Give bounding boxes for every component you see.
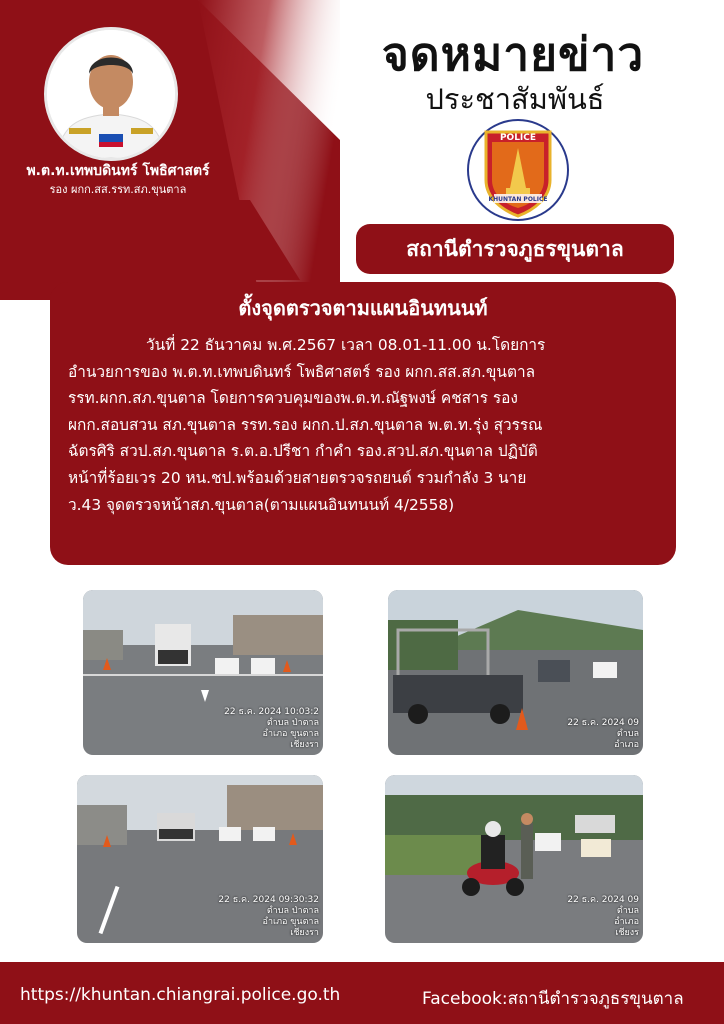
photo-location-text: อำเภอ — [614, 740, 639, 750]
facebook-link[interactable]: Facebook:สถานีตำรวจภูธรขุนตาล — [422, 989, 684, 1009]
officer-portrait-icon — [47, 30, 175, 158]
station-name: สถานีตำรวจภูธรขุนตาล — [406, 236, 624, 261]
page-title: จดหมายข่าว — [381, 27, 645, 81]
website-link[interactable]: https://khuntan.chiangrai.police.go.th — [20, 985, 341, 1005]
photo-location-text: เชียงรา — [290, 928, 319, 938]
officer-position: รอง ผกก.สส.รรท.สภ.ขุนตาล — [49, 183, 187, 196]
news-line: ฉัตรศิริ สวป.สภ.ขุนตาล ร.ต.อ.ปรีชา กำคำ รอง.สวป.สภ.ขุนตาล ปฏิบัติ — [68, 442, 538, 461]
news-line: วันที่ 22 ธันวาคม พ.ศ.2567 เวลา 08.01-11.00 น.โดยการ — [146, 336, 546, 354]
page-subtitle: ประชาสัมพันธ์ — [425, 82, 605, 116]
photo-location-text: ตำบล — [616, 729, 639, 739]
news-line: ผกก.สอบสวน สภ.ขุนตาล รรท.รอง ผกก.ป.สภ.ขุนตาล พ.ต.ท.รุ่ง สุวรรณ — [68, 415, 543, 434]
news-body — [68, 332, 658, 518]
police-badge-icon — [466, 118, 570, 222]
photo-timestamp — [567, 895, 639, 939]
photo-timestamp — [224, 707, 319, 751]
news-content-box — [50, 282, 676, 565]
photo-location-text: ตำบล — [616, 906, 639, 916]
photo-location-text: ตำบล ป่าตาล — [266, 718, 319, 728]
photo-timestamp-text: 22 ธ.ค. 2024 09 — [567, 718, 639, 728]
photo-timestamp — [218, 895, 319, 939]
station-name-banner — [356, 224, 674, 274]
photo-timestamp-text: 22 ธ.ค. 2024 09:30:32 — [218, 895, 319, 905]
photo-location-text: อำเภอ ขุนตาล — [262, 729, 319, 739]
news-line: หน้าที่ร้อยเวร 20 หน.ชป.พร้อมด้วยสายตรวจรถยนต์ รวมกำลัง 3 นาย — [68, 468, 527, 487]
photo-location-text: อำเภอ ขุนตาล — [262, 917, 319, 927]
badge-top-text: POLICE — [499, 133, 537, 143]
officer-name: พ.ต.ท.เทพบดินทร์ โพธิศาสตร์ — [26, 163, 210, 179]
news-title: ตั้งจุดตรวจตามแผนอินทนนท์ — [238, 296, 488, 320]
checkpoint-photo — [385, 775, 643, 943]
checkpoint-photo — [83, 590, 323, 755]
badge-bottom-text: KHUNTAN POLICE — [488, 196, 548, 203]
photo-timestamp-text: 22 ธ.ค. 2024 10:03:2 — [224, 707, 319, 717]
checkpoint-photo — [77, 775, 323, 943]
photo-timestamp-text: 22 ธ.ค. 2024 09 — [567, 895, 639, 905]
checkpoint-photo — [388, 590, 643, 755]
news-line: อำนวยการของ พ.ต.ท.เทพบดินทร์ โพธิศาสตร์ รอง ผกก.สส.สภ.ขุนตาล — [68, 362, 536, 381]
photo-location-text: เชียงร — [615, 928, 639, 938]
photo-location-text: อำเภอ — [614, 917, 639, 927]
news-line: ว.43 จุดตรวจหน้าสภ.ขุนตาล(ตามแผนอินทนนท์ 4/2558) — [68, 495, 455, 514]
photo-location-text: ตำบล ป่าตาล — [266, 906, 319, 916]
officer-portrait — [44, 27, 178, 161]
news-line: รรท.ผกก.สภ.ขุนตาล โดยการควบคุมของพ.ต.ท.ณัฐพงษ์ คชสาร รอง — [68, 389, 518, 408]
photo-timestamp — [567, 718, 639, 751]
photo-location-text: เชียงรา — [290, 740, 319, 750]
